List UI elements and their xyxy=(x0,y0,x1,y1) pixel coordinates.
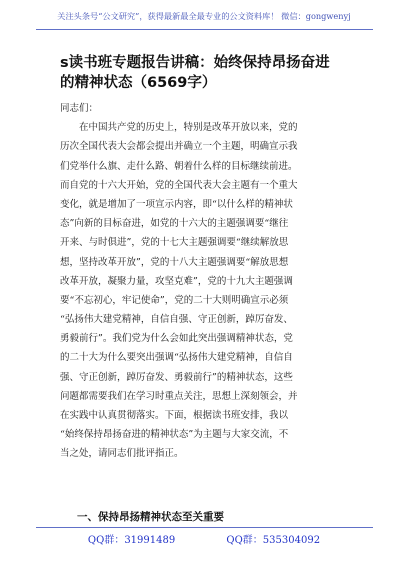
footer xyxy=(0,531,408,546)
footer-divider xyxy=(36,527,373,528)
document-body xyxy=(60,99,355,464)
body-line: 勇毅前行”。我们党为什么会如此突出强调精神状态，党 xyxy=(60,333,293,345)
title-line-2: 的精神状态（6569字） xyxy=(60,75,217,91)
body-line: 问题都需要我们在学习时重点关注，思想上深刻领会，并 xyxy=(60,390,298,402)
document-title xyxy=(60,53,360,93)
header-divider xyxy=(36,29,373,30)
body-line: 要“不忘初心，牢记使命”，党的二十大则明确宣示必须 xyxy=(60,294,289,306)
body-line: 变化，就是增加了一项宣示内容，即“以什么样的精神状 xyxy=(60,198,293,210)
body-line: 想，坚持改革开放”，党的十八大主题强调要“解放思想 xyxy=(60,256,289,268)
body-line: 在实践中认真贯彻落实。下面，根据读书班安排，我以 xyxy=(60,410,289,421)
section-heading: 一、保持昂扬精神状态至关重要 xyxy=(77,511,224,523)
salutation: 同志们： xyxy=(60,103,99,114)
body-line: 在中国共产党的历史上，特别是改革开放以来，党的 xyxy=(60,122,298,134)
header-banner: 关注头条号“公文研究”，获得最新最全最专业的公文资料库！ 微信：gongwenyj xyxy=(57,11,351,21)
body-line: 态”向新的目标奋进，如党的十六大的主题强调要“继往 xyxy=(60,218,289,230)
footer-qq-group-1: QQ群：31991489 xyxy=(87,535,176,546)
body-line: “弘扬伟大建党精神，自信自强、守正创新，踔厉奋发、 xyxy=(60,314,293,326)
body-line: 开来、与时俱进”，党的十七大主题强调要“继续解放思 xyxy=(60,237,289,249)
body-line: 当之处，请同志们批评指正。 xyxy=(60,448,184,460)
body-line: 历次全国代表大会都会提出并确立一个主题，明确宣示我 xyxy=(60,141,298,153)
footer-qq-group-2: QQ群：535304092 xyxy=(226,535,321,546)
body-line: 们党举什么旗、走什么路、朝着什么样的目标继续前进。 xyxy=(60,160,298,172)
title-line-1: s读书班专题报告讲稿：始终保持昂扬奋进 xyxy=(60,55,330,71)
body-line: 强、守正创新，踔厉奋发、勇毅前行”的精神状态，这些 xyxy=(60,371,293,383)
body-line: 改革开放，凝聚力量，攻坚克难”，党的十九大主题强调 xyxy=(60,275,293,287)
body-line: “始终保持昂扬奋进的精神状态”为主题与大家交流，不 xyxy=(60,429,289,441)
body-line: 的二十大为什么要突出强调“弘扬伟大建党精神，自信自 xyxy=(60,352,293,364)
body-line: 而自党的十六大开始，党的全国代表大会主题有一个重大 xyxy=(60,179,298,191)
